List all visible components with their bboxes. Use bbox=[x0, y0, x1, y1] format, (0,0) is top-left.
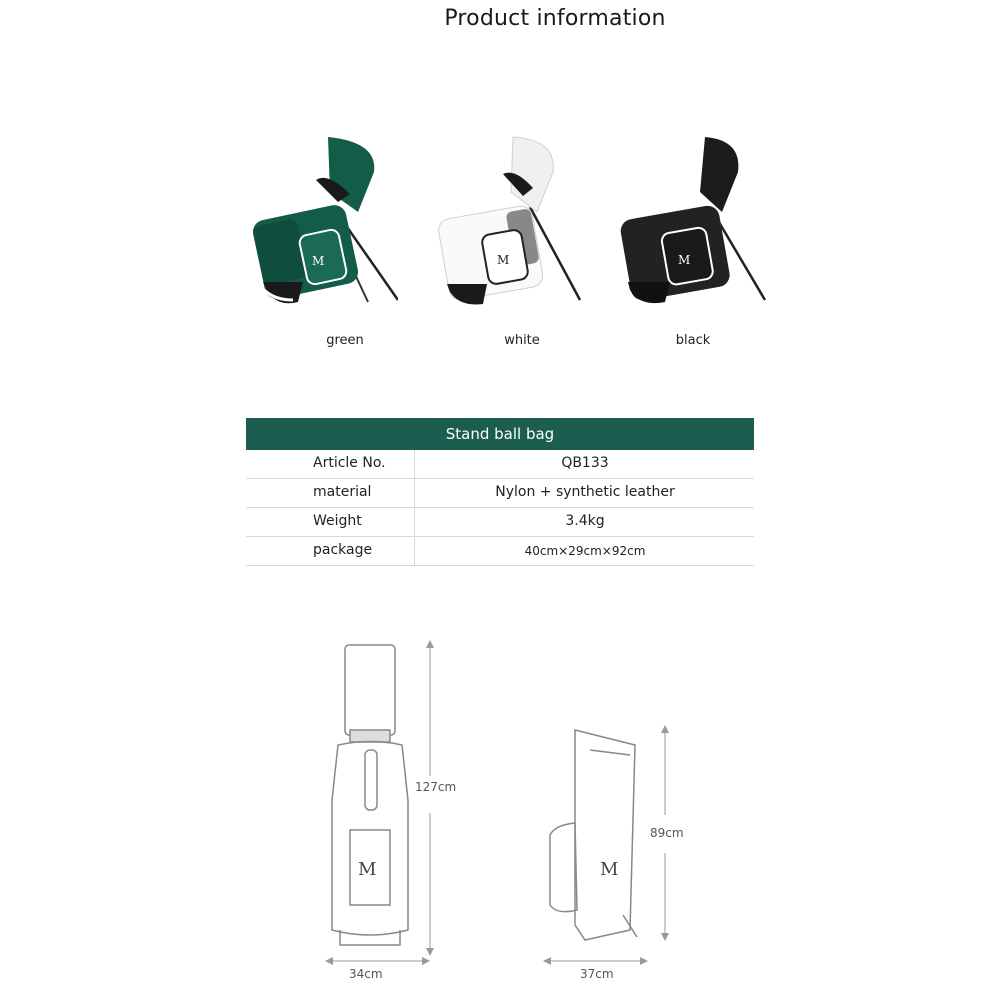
svg-text:M: M bbox=[600, 859, 619, 880]
side-width-arrow bbox=[543, 955, 648, 967]
spec-key: Article No. bbox=[313, 455, 386, 471]
svg-text:M: M bbox=[678, 253, 691, 267]
svg-text:M: M bbox=[497, 253, 510, 267]
page-title: Product information bbox=[444, 6, 666, 31]
spec-row-article bbox=[246, 450, 754, 479]
front-height-arrow bbox=[422, 638, 438, 958]
svg-text:M: M bbox=[358, 859, 377, 880]
spec-key: material bbox=[313, 484, 372, 500]
black-golf-bag-image bbox=[610, 132, 770, 317]
color-label-green: green bbox=[326, 333, 364, 348]
front-height-label: 127cm bbox=[415, 780, 457, 794]
spec-row-material bbox=[246, 479, 754, 508]
front-width-arrow bbox=[325, 955, 430, 967]
side-height-label: 89cm bbox=[650, 826, 684, 840]
spec-value: QB133 bbox=[561, 455, 609, 471]
svg-text:M: M bbox=[312, 254, 325, 268]
color-label-black: black bbox=[675, 333, 711, 348]
spec-key: Weight bbox=[313, 513, 362, 529]
spec-row-weight bbox=[246, 508, 754, 537]
front-view-outline-drawing bbox=[320, 640, 460, 960]
white-golf-bag-image bbox=[425, 132, 585, 317]
color-label-white: white bbox=[504, 333, 540, 348]
spec-value: Nylon + synthetic leather bbox=[495, 484, 675, 500]
spec-value: 40cm×29cm×92cm bbox=[524, 544, 646, 558]
spec-value: 3.4kg bbox=[565, 513, 605, 529]
green-golf-bag-image bbox=[238, 132, 398, 317]
spec-table bbox=[246, 418, 754, 566]
side-width-label: 37cm bbox=[580, 967, 614, 981]
side-view-outline-drawing bbox=[545, 725, 655, 950]
spec-row-package bbox=[246, 537, 754, 566]
spec-key: package bbox=[313, 542, 373, 558]
spec-table-header: Stand ball bag bbox=[246, 418, 754, 450]
front-width-label: 34cm bbox=[349, 967, 383, 981]
